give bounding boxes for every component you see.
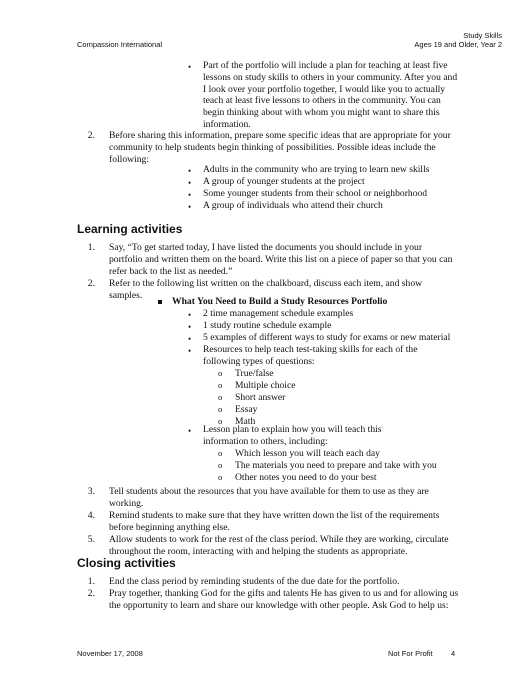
lesson-part: The materials you need to prepare and take with you [235,460,437,471]
footer-page-number: 4 [451,649,456,658]
circle-bullet: o [218,416,223,426]
question-type: Essay [235,404,258,415]
closing-item-2-text: Pray together, thanking God for the gifts and talents He has given to us and for allowing us the opportunity to learn and share our knowledge with other people. Ask God to help us: [109,588,459,611]
bullet: • [188,426,192,436]
closing-heading: Closing activities [77,556,176,570]
learning-item-4-text: Remind students to make sure that they have written down the list of the requirements before beginning anything else. [109,510,440,533]
circle-bullet: o [218,448,223,458]
list-number: 2. [87,130,95,141]
list-item: A group of younger students at the project [203,176,365,187]
list-number: 1. [87,242,95,253]
footer-date: November 17, 2008 [77,649,143,658]
list-number: 5. [87,534,95,545]
bullet: • [188,334,192,344]
portfolio-item: 2 time management schedule examples [203,308,354,319]
learning-item-1-text: Say, “To get started today, I have listed the documents you should include in your portfolio and written them on the board. Write this list on a piece of paper so that you can refer back to the list as needed.” [109,242,453,277]
learning-item-5-text: Allow students to work for the rest of the class period. While they are working, circulate throughout the room, interacting with and helping the students as appropriate. [109,534,449,557]
portfolio-title: What You Need to Build a Study Resources Portfolio [172,296,388,307]
learning-item-3-text: Tell students about the resources that you have available for them to use as they are working. [109,486,429,509]
bullet: • [188,166,192,176]
bullet: • [188,178,192,188]
list-item: Some younger students from their school or neighborhood [203,188,428,199]
lesson-part: Which lesson you will teach each day [235,448,380,459]
list-number: 2. [87,278,95,289]
circle-bullet: o [218,368,223,378]
learning-heading: Learning activities [77,222,183,236]
intro-bullet-paragraph: Part of the portfolio will include a plan for teaching at least five lessons on study skills to others in your community. After you and I look over your portfolio together, I would like you to actually teach at least five lessons to others in the community. You can begin thinking about with whom you might want to share this information. [203,60,458,130]
closing-item-1-text: End the class period by reminding students of the due date for the portfolio. [109,576,400,587]
intro-item-2-text: Before sharing this information, prepare some specific ideas that are appropriate for your community to help students begin thinking of possibilities. Possible ideas include the following: [109,130,451,165]
circle-bullet: o [218,380,223,390]
list-item: Adults in the community who are trying to learn new skills [203,164,430,175]
portfolio-item: Lesson plan to explain how you will teach this information to others, including: [203,424,382,447]
question-type: True/false [235,368,274,379]
circle-bullet: o [218,460,223,470]
portfolio-item: 5 examples of different ways to study for exams or new material [203,332,451,343]
circle-bullet: o [218,392,223,402]
list-item: A group of individuals who attend their church [203,200,383,211]
bullet: • [188,346,192,356]
header-org: Compassion International [77,40,163,49]
bullet: • [188,62,192,72]
header-level: Ages 19 and Older, Year 2 [414,40,502,49]
bullet: • [188,190,192,200]
list-number: 3. [87,486,95,497]
question-type: Math [235,416,256,427]
circle-bullet: o [218,472,223,482]
question-type: Multiple choice [235,380,296,391]
circle-bullet: o [218,404,223,414]
header-course: Study Skills [463,31,502,40]
portfolio-item: 1 study routine schedule example [203,320,332,331]
bullet: • [188,310,192,320]
portfolio-item: Resources to help teach test-taking skills for each of the following types of questions: [203,344,418,367]
lesson-part: Other notes you need to do your best [235,472,377,483]
footer-status: Not For Profit [388,649,433,658]
bullet: • [188,202,192,212]
list-number: 2. [87,588,95,599]
list-number: 4. [87,510,95,521]
square-bullet-icon [158,300,162,304]
question-type: Short answer [235,392,286,403]
learning-item-2-text: Refer to the following list written on the chalkboard, discuss each item, and show samples. [109,278,423,301]
bullet: • [188,322,192,332]
list-number: 1. [87,576,95,587]
